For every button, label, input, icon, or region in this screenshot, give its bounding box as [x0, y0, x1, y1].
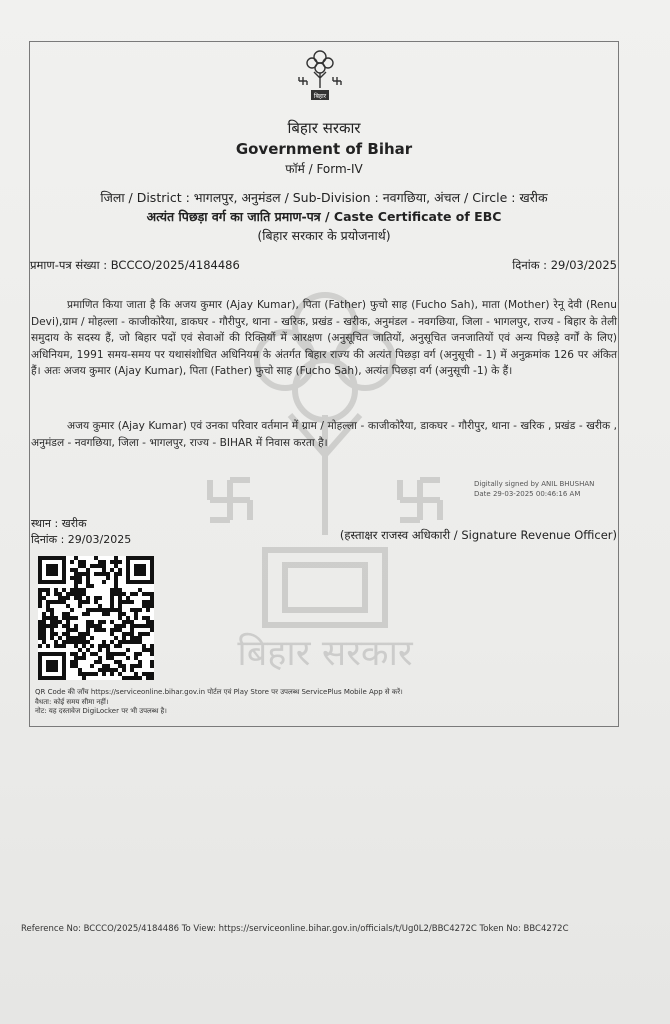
- purpose-line: (बिहार सरकार के प्रयोजनार्थ): [257, 228, 391, 243]
- bihar-emblem-icon: [296, 48, 344, 104]
- digital-signature-name: Digitally signed by ANIL BHUSHAN: [474, 480, 595, 488]
- certificate-paragraph-2: [31, 418, 617, 451]
- svg-text:बिहार सरकार: बिहार सरकार: [237, 633, 413, 674]
- reference-footer: Reference No: BCCCO/2025/4184486 To View: https://serviceonline.bihar.gov.in/officials/t/Ug0L2/BBC4272C Token No: BBC4272C: [21, 924, 569, 934]
- header-title-hindi: बिहार सरकार: [287, 119, 361, 137]
- digital-signature: [474, 479, 594, 499]
- certificate-title: अत्यंत पिछड़ा वर्ग का जाति प्रमाण-पत्र / Caste Certificate of EBC: [146, 209, 502, 224]
- issue-date: दिनांक : 29/03/2025: [512, 258, 617, 272]
- officer-signature-label: (हस्ताक्षर राजस्व अधिकारी / Signature Revenue Officer): [339, 528, 617, 542]
- certificate-paragraph-1: [31, 297, 617, 380]
- paragraph-1-text: प्रमाणित किया जाता है कि अजय कुमार (Ajay Kumar), पिता (Father) फुचो साह (Fucho Sah), माता (Mother) रेनू देवी (Renu Devi),ग्राम / मोहल्ला - काजीकोरैया, डाकघर - गौरीपुर, थाना - खरिक, प्रखंड - खरीक, अनुमंडल - नवगछिया, जिला - भागलपुर, राज्य - बिहार के तेली समुदाय के सदस्य हैं, जो बिहार पदों एवं सेवाओं की रिक्तियों में आरक्षण (अनुसूचित जातियों, अनुसूचित जनजातियों एवं अन्य पिछड़े वर्गों के लिए) अधिनियम, 1991 समय-समय पर यथासंशोधित अधिनियम के अंतर्गत बिहार राज्य की अत्यंत पिछड़ा वर्ग (अनुसूची - 1) में अनुक्रमांक 126 पर अंकित हैं। अतः अजय कुमार (Ajay Kumar), पिता (Father) फुचो साह (Fucho Sah), अत्यंत पिछड़ा वर्ग (अनुसूची -1) के हैं।: [31, 299, 617, 377]
- signature-date: दिनांक : 29/03/2025: [31, 533, 132, 546]
- svg-text:बिहार: बिहार: [313, 93, 327, 100]
- place-label: स्थान : खरीक: [31, 517, 87, 530]
- digital-signature-date: Date 29-03-2025 00:46:16 AM: [474, 490, 581, 498]
- header-title-english: Government of Bihar: [235, 140, 413, 158]
- location-line: जिला / District : भागलपुर, अनुमंडल / Sub-Division : नवगछिया, अंचल / Circle : खरीक: [100, 190, 548, 205]
- paragraph-2-text: अजय कुमार (Ajay Kumar) एवं उनका परिवार वर्तमान में ग्राम / मोहल्ला - काजीकोरैया, डाकघर - गौरीपुर, थाना - खरिक , प्रखंड - खरीक , अनुमंडल - नवगछिया, जिला - भागलपुर, राज्य - BIHAR में निवास करता है।: [31, 420, 617, 449]
- certificate-number: प्रमाण-पत्र संख्या : BCCCO/2025/4184486: [30, 258, 240, 272]
- verification-notes: [35, 688, 403, 717]
- note-validity: वैधता: कोई समय सीमा नहीं।: [35, 697, 109, 706]
- note-digilocker: नोट: यह दस्तावेज DigiLocker पर भी उपलब्ध है।: [35, 707, 167, 715]
- form-label: फॉर्म / Form-IV: [285, 162, 363, 176]
- note-qr-verification: QR Code की जाँच https://serviceonline.bihar.gov.in पोर्टल एवं Play Store पर उपलब्ध ServicePlus Mobile App से करें।: [35, 688, 403, 696]
- qr-code: [38, 555, 154, 681]
